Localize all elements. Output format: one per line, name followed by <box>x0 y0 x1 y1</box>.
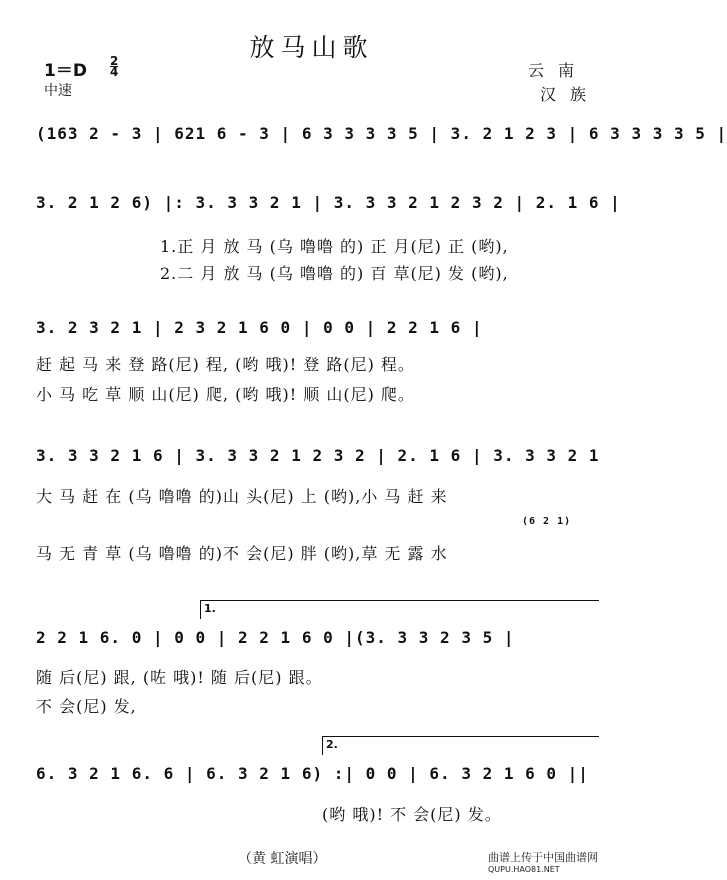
site-watermark <box>488 852 598 876</box>
system-3-lyric-verse-1: 赶 起 马 来 登 路(尼) 程, (哟 哦)! 登 路(尼) 程。 <box>36 355 415 374</box>
system-4-alternate-notes: (6 2 1) <box>522 516 572 527</box>
song-title: 放马山歌 <box>249 33 374 62</box>
system-3-notes: 3. 2 3 2 1 | 2 3 2 1 6 0 | 0 0 | 2 2 1 6 | <box>36 318 483 337</box>
key-signature: 1＝D <box>44 61 87 81</box>
volta-number-1: 1. <box>204 602 216 615</box>
volta-bracket-1 <box>200 600 599 619</box>
time-signature-bottom: 4 <box>110 65 119 79</box>
time-signature <box>110 56 118 77</box>
system-4-lyric-verse-2: 马 无 青 草 (乌 噜噜 的)不 会(尼) 胖 (哟),草 无 露 水 <box>36 544 448 563</box>
volta-number-2: 2. <box>326 738 338 751</box>
time-signature-top: 2 <box>110 54 119 68</box>
system-2-lyric-verse-1: 1.正 月 放 马 (乌 噜噜 的) 正 月(尼) 正 (哟), <box>160 237 509 256</box>
system-5-lyric-verse-2: 不 会(尼) 发, <box>36 697 137 716</box>
system-4-notes: 3. 3 3 2 1 6 | 3. 3 3 2 1 2 3 2 | 2. 1 6 | 3. 3 3 2 1 <box>36 446 600 465</box>
performer-credit: （黄 虹演唱） <box>238 851 327 867</box>
watermark-line-2: QUPU.HAO81.NET <box>488 865 560 874</box>
system-1-notes: (163 2 - 3 | 621 6 - 3 | 6 3 3 3 3 5 | 3. 2 1 2 3 | 6 3 3 3 3 5 | <box>36 124 727 143</box>
volta-bracket-2 <box>322 736 599 755</box>
system-5-lyric-verse-1: 随 后(尼) 跟, (咗 哦)! 随 后(尼) 跟。 <box>36 668 323 687</box>
system-6-lyric-verse-2: (哟 哦)! 不 会(尼) 发。 <box>322 805 502 824</box>
system-4-lyric-verse-1: 大 马 赶 在 (乌 噜噜 的)山 头(尼) 上 (哟),小 马 赶 来 <box>36 487 448 506</box>
song-origin: 云南 <box>528 61 589 80</box>
system-3-lyric-verse-2: 小 马 吃 草 顺 山(尼) 爬, (哟 哦)! 顺 山(尼) 爬。 <box>36 385 415 404</box>
system-2-notes: 3. 2 1 2 6) |: 3. 3 3 2 1 | 3. 3 3 2 1 2 3 2 | 2. 1 6 | <box>36 193 621 212</box>
system-5-notes: 2 2 1 6. 0 | 0 0 | 2 2 1 6 0 |(3. 3 3 2 3 5 | <box>36 628 515 647</box>
system-6-notes: 6. 3 2 1 6. 6 | 6. 3 2 1 6) :| 0 0 | 6. 3 2 1 6 0 || <box>36 764 589 783</box>
tempo-marking: 中速 <box>44 83 72 99</box>
system-2-lyric-verse-2: 2.二 月 放 马 (乌 噜噜 的) 百 草(尼) 发 (哟), <box>160 264 509 283</box>
watermark-line-1: 曲谱上传于中国曲谱网 <box>488 851 598 864</box>
song-ethnicity: 汉族 <box>540 85 601 104</box>
